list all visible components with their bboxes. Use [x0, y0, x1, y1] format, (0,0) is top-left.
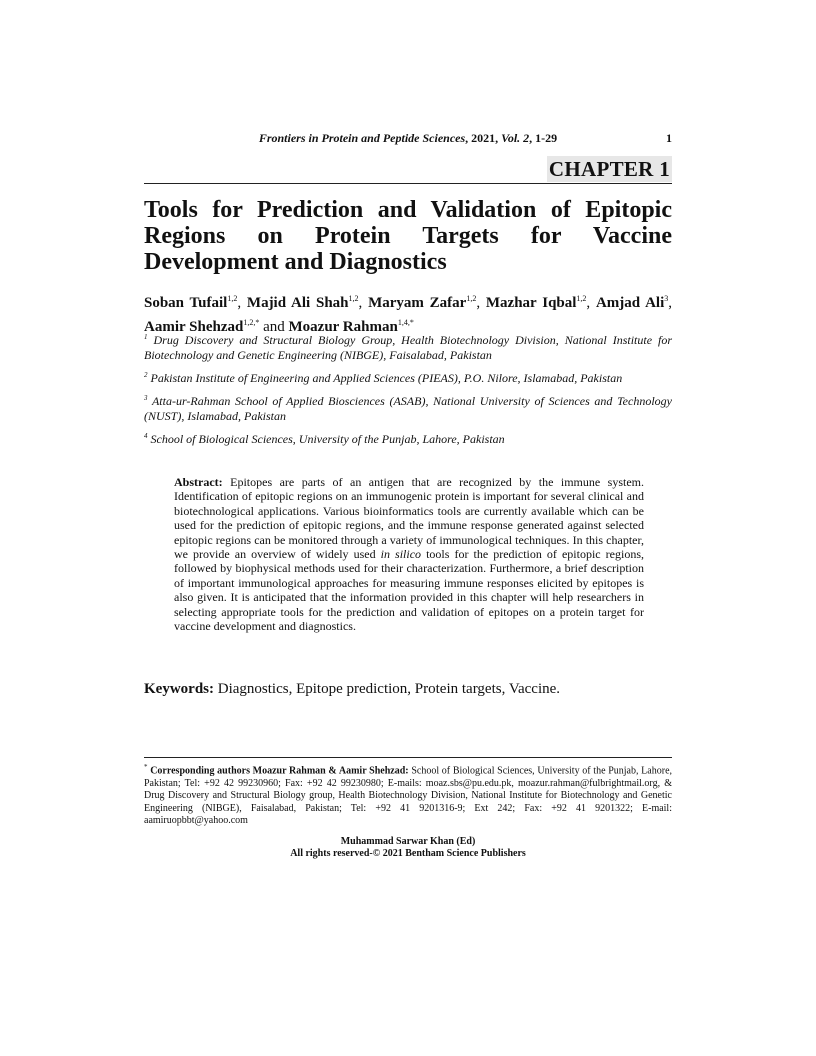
- page-number: 1: [666, 131, 672, 145]
- author-affiliation-mark: 1,2: [348, 294, 359, 303]
- affiliation: [144, 391, 672, 424]
- keywords: [144, 679, 672, 699]
- author-separator: ,: [237, 295, 247, 311]
- author-separator: ,: [358, 295, 369, 311]
- author-name: Aamir Shehzad: [144, 319, 244, 335]
- author-separator: ,: [668, 295, 673, 311]
- editor-line: Muhammad Sarwar Khan (Ed): [340, 836, 476, 847]
- author-name: Moazur Rahman: [288, 319, 398, 335]
- keywords-text: Diagnostics, Epitope prediction, Protein targets, Vaccine.: [217, 681, 561, 697]
- affiliation: [144, 429, 672, 447]
- affiliation: [144, 330, 672, 363]
- affiliation-text: Atta-ur-Rahman School of Applied Biosciences (ASAB), National University of Sciences and Technology (NUST), Islamabad, Pakistan: [144, 394, 672, 423]
- corresponding-author-footnote: [144, 761, 672, 827]
- publisher-block: [144, 836, 672, 861]
- affiliation-number: 2: [144, 371, 148, 379]
- abstract-text: tools for the prediction of epitopic regions, followed by biophysical methods used for their characterization. Furthermore, a brief description of important immunological approaches for measuring immune responses elicited by epitopes is also given. It is anticipated that the information provided in this chapter will help researchers in selecting appropriate tools for the prediction and validation of epitopes on a protein target for vaccine development and diagnostics.: [174, 547, 645, 634]
- author-name: Majid Ali Shah: [246, 295, 349, 311]
- author-name: Maryam Zafar: [368, 295, 467, 311]
- journal-name: Frontiers in Protein and Peptide Sciences: [258, 131, 466, 145]
- affiliation-number: 1: [144, 333, 148, 341]
- footnote-divider: [144, 757, 672, 758]
- affiliation-text: Drug Discovery and Structural Biology Group, Health Biotechnology Division, National Institute for Biotechnology and Genetic Engineering (NIBGE), Faisalabad, Pakistan: [144, 333, 673, 362]
- abstract-text: Epitopes are parts of an antigen that are recognized by the immune system. Identification of epitopic regions on an immunogenic protein is important for several clinical and biotechnological applications. Various bioinformatics tools are currently available which can be used for the prediction of epitopic regions, and the immune response generated against selected epitopic regions can be monitored through a variety of immunological techniques. In this chapter, we provide an overview of widely used: [174, 475, 645, 562]
- footnote-label: Corresponding authors Moazur Rahman & Aamir Shehzad:: [150, 765, 409, 777]
- affiliation: [144, 368, 672, 386]
- affiliation-text: School of Biological Sciences, University of the Punjab, Lahore, Pakistan: [150, 432, 505, 446]
- author-affiliation-mark: 1,2: [576, 294, 587, 303]
- author-separator: ,: [476, 295, 486, 311]
- author-affiliation-mark: 1,2: [466, 294, 477, 303]
- author-name: Mazhar Iqbal: [485, 295, 577, 311]
- journal-volume: Vol. 2: [501, 131, 530, 145]
- affiliation-number: 3: [144, 394, 148, 402]
- author-affiliation-mark: 3: [664, 294, 669, 303]
- footnote-marker: *: [144, 763, 148, 771]
- rights-line: All rights reserved-© 2021 Bentham Science Publishers: [290, 848, 526, 860]
- author-name: Soban Tufail: [144, 295, 228, 311]
- abstract-italic-term: in silico: [380, 547, 422, 562]
- footnote-text: School of Biological Sciences, University of the Punjab, Lahore, Pakistan; Tel: +92 42 99230960; Fax: +92 42 99230980; E-mails: moaz.sbs@pu.edu.pk, moazur.rahman@fulbrightmail.org, & Drug Discovery and Structural Biology group, Health Biotechnology Division, National Institute for Biotechnology and Genetic Engineering (NIBGE), Faisalabad, Pakistan; Tel: +92 41 9201316-9; Ext 242; Fax: +92 41 9201322; E-mail: aamiruopbbt@yahoo.com: [144, 765, 673, 826]
- author-separator: ,: [586, 295, 596, 311]
- abstract: [174, 475, 644, 633]
- abstract-label: Abstract:: [174, 475, 223, 489]
- chapter-title: Tools for Prediction and Validation of Epitopic Regions on Protein Targets for Vaccine Development and Diagnostics: [144, 197, 672, 275]
- keywords-label: Keywords:: [144, 681, 214, 697]
- journal-year: 2021: [471, 131, 496, 145]
- running-header: [144, 131, 672, 149]
- author-name: Amjad Ali: [595, 295, 665, 311]
- author-separator: and: [259, 319, 289, 335]
- author-affiliation-mark: 1,4,*: [397, 318, 414, 327]
- author-affiliation-mark: 1,2,*: [243, 318, 260, 327]
- chapter-label: CHAPTER 1: [548, 157, 670, 181]
- author-affiliation-mark: 1,2: [227, 294, 238, 303]
- affiliation-list: [144, 330, 672, 452]
- journal-pages: 1-29: [535, 131, 558, 145]
- affiliation-number: 4: [144, 432, 148, 440]
- chapter-divider: [144, 183, 672, 184]
- affiliation-text: Pakistan Institute of Engineering and Applied Sciences (PIEAS), P.O. Nilore, Islamabad, Pakistan: [150, 371, 623, 385]
- journal-citation: Frontiers in Protein and Peptide Sciences, 2021, Vol. 2, 1-29: [258, 131, 558, 145]
